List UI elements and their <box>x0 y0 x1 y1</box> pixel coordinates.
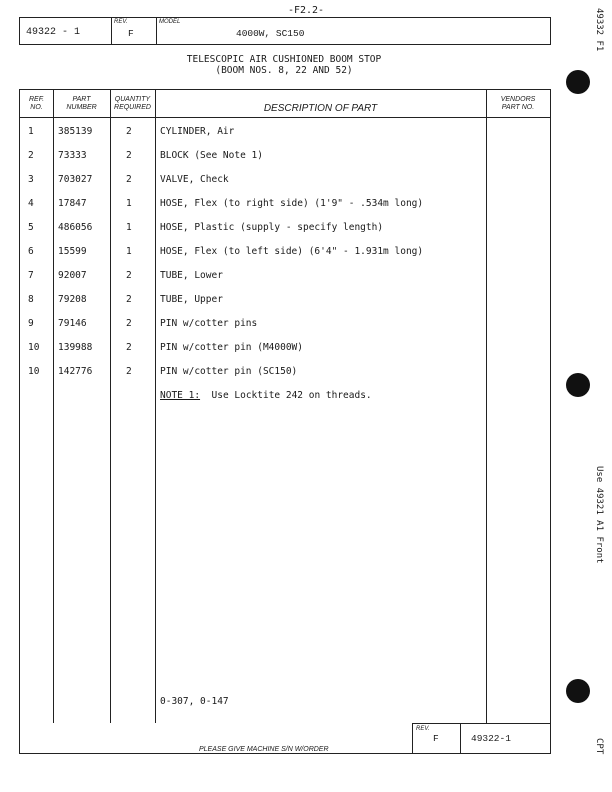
part-cell: 15599 <box>58 246 87 257</box>
header-vendors <box>486 96 550 112</box>
desc-cell: HOSE, Flex (to left side) (6'4" - 1.931m long) <box>160 246 424 257</box>
bottom-rev-label: REV. <box>416 726 430 732</box>
desc-cell: PIN w/cotter pins <box>160 318 258 329</box>
parts-table <box>19 89 551 754</box>
header-part-number <box>53 96 110 112</box>
qty-cell: 1 <box>126 222 132 233</box>
ref-cell: 10 <box>28 366 40 377</box>
binder-hole <box>566 70 590 94</box>
model-value: 4000W, SC150 <box>236 28 305 39</box>
ref-cell: 6 <box>28 246 34 257</box>
qty-cell: 2 <box>126 366 132 377</box>
header-ref-line2: NO. <box>30 104 43 111</box>
bottom-rev-value: F <box>433 733 439 744</box>
note-label: NOTE 1: <box>160 390 201 401</box>
column-line <box>53 90 54 723</box>
qty-cell: 2 <box>126 126 132 137</box>
rev-label: REV. <box>114 19 128 25</box>
qty-cell: 2 <box>126 318 132 329</box>
header-qty-line1: QUANTITY <box>114 96 151 103</box>
qty-cell: 1 <box>126 246 132 257</box>
column-line <box>155 90 156 723</box>
part-cell: 703027 <box>58 174 93 185</box>
ref-cell: 3 <box>28 174 34 185</box>
ref-cell: 9 <box>28 318 34 329</box>
document-number: 49322 - 1 <box>26 27 81 38</box>
page-label: -F2.2- <box>287 5 325 16</box>
qty-cell: 2 <box>126 294 132 305</box>
part-cell: 385139 <box>58 126 93 137</box>
ref-cell: 4 <box>28 198 34 209</box>
header-quantity <box>110 96 155 112</box>
note-text: Use Locktite 242 on threads. <box>211 390 372 401</box>
ref-cell: 2 <box>28 150 34 161</box>
ref-cell: 1 <box>28 126 34 137</box>
binder-hole <box>566 679 590 703</box>
desc-cell: TUBE, Lower <box>160 270 223 281</box>
part-cell: 139988 <box>58 342 93 353</box>
rev-value: F <box>128 28 134 39</box>
margin-code-top: 49332 F1 <box>594 8 604 52</box>
ref-cell: 5 <box>28 222 34 233</box>
header-vendors-line1: VENDORS <box>500 96 536 103</box>
binder-hole <box>566 373 590 397</box>
header-ref <box>20 96 53 112</box>
title-block <box>19 17 551 45</box>
desc-cell: HOSE, Flex (to right side) (1'9" - .534m long) <box>160 198 424 209</box>
model-label: MODEL <box>159 19 181 25</box>
column-line <box>110 90 111 723</box>
desc-cell: PIN w/cotter pin (M4000W) <box>160 342 303 353</box>
ref-cell: 10 <box>28 342 40 353</box>
qty-cell: 2 <box>126 270 132 281</box>
qty-cell: 2 <box>126 342 132 353</box>
note <box>160 390 372 401</box>
footer-reference: 0-307, 0-147 <box>160 696 229 707</box>
desc-cell: VALVE, Check <box>160 174 229 185</box>
header-rule <box>20 117 550 118</box>
part-cell: 73333 <box>58 150 87 161</box>
bottom-document-number: 49322-1 <box>471 733 511 744</box>
assembly-title: TELESCOPIC AIR CUSHIONED BOOM STOP <box>186 54 382 65</box>
assembly-subtitle: (BOOM NOS. 8, 22 AND 52) <box>215 65 353 76</box>
qty-cell: 2 <box>126 150 132 161</box>
ref-cell: 8 <box>28 294 34 305</box>
ref-cell: 7 <box>28 270 34 281</box>
margin-code-bottom: CPT <box>594 738 604 755</box>
title-divider-1 <box>111 18 112 44</box>
qty-cell: 2 <box>126 174 132 185</box>
header-vendors-line2: PART NO. <box>501 104 535 111</box>
part-cell: 92007 <box>58 270 87 281</box>
part-cell: 486056 <box>58 222 93 233</box>
part-cell: 142776 <box>58 366 93 377</box>
part-cell: 79146 <box>58 318 87 329</box>
title-divider-2 <box>156 18 157 44</box>
desc-cell: CYLINDER, Air <box>160 126 235 137</box>
margin-note: Use 49321 A1 Front <box>594 466 604 564</box>
desc-cell: TUBE, Upper <box>160 294 223 305</box>
desc-cell: HOSE, Plastic (supply - specify length) <box>160 222 384 233</box>
column-line <box>486 90 487 723</box>
part-cell: 79208 <box>58 294 87 305</box>
header-part-line1: PART <box>72 96 91 103</box>
header-description: DESCRIPTION OF PART <box>263 103 378 114</box>
header-part-line2: NUMBER <box>66 104 97 111</box>
qty-cell: 1 <box>126 198 132 209</box>
header-qty-line2: REQUIRED <box>114 104 151 111</box>
desc-cell: BLOCK (See Note 1) <box>160 150 263 161</box>
bottom-divider <box>460 724 461 754</box>
desc-cell: PIN w/cotter pin (SC150) <box>160 366 298 377</box>
bottom-notice: PLEASE GIVE MACHINE S/N W/ORDER <box>196 746 332 753</box>
part-cell: 17847 <box>58 198 87 209</box>
bottom-title-block <box>412 723 551 754</box>
header-ref-line1: REF. <box>28 96 45 103</box>
